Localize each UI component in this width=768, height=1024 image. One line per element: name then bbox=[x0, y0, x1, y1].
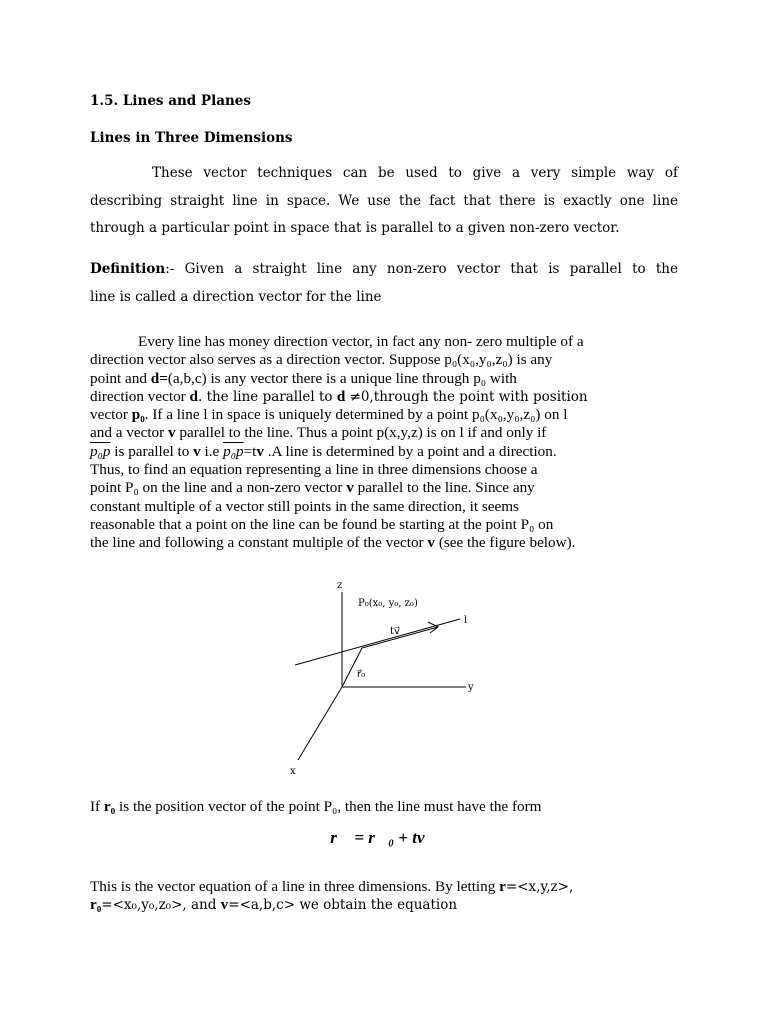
closing-line: This is the vector equation of a line in three dimensions. By letting r=<x,y,z>, bbox=[90, 878, 574, 895]
body-line: direction vector d. the line parallel to d ≠0,through the point with position bbox=[90, 387, 588, 405]
r0-label: r⃗₀ bbox=[357, 669, 366, 680]
body-line: constant multiple of a vector still points in the same direction, it seems bbox=[90, 497, 519, 515]
body-line: point P₀ on the line and a non-zero vector v parallel to the line. Since any bbox=[90, 479, 535, 497]
vector-equation: r⃗ = r⃗₀ + tv⃗ bbox=[330, 828, 438, 847]
body-line: Thus, to find an equation representing a line in three dimensions choose a bbox=[90, 461, 538, 479]
x-axis bbox=[298, 687, 342, 760]
intro-line-1: These vector techniques can be used to give a very simple way of bbox=[152, 165, 678, 181]
closing-line: r₀=<x₀,y₀,z₀>, and v=<a,b,c> we obtain the equation bbox=[90, 896, 458, 914]
z-label: z bbox=[337, 580, 343, 591]
intro-line-3: through a particular point in space that is parallel to a given non-zero vector. bbox=[90, 220, 620, 236]
r0-vector bbox=[342, 648, 362, 687]
tv-vector bbox=[362, 627, 438, 648]
vector-p0p: p₀p bbox=[90, 442, 111, 460]
closing-paragraph bbox=[90, 878, 680, 915]
body-line: the line and following a constant multiple of the vector v (see the figure below). bbox=[90, 534, 576, 552]
x-label: x bbox=[290, 766, 296, 777]
form-sentence: If r₀ is the position vector of the point P₀, then the line must have the form bbox=[90, 798, 542, 815]
definition-line-1: :- Given a straight line any non-zero vector that is parallel to the bbox=[165, 261, 678, 277]
definition-line-2: line is called a direction vector for the line bbox=[90, 288, 382, 305]
body-line: reasonable that a point on the line can be found be starting at the point P₀ on bbox=[90, 515, 554, 533]
definition-label: Definition bbox=[90, 261, 166, 277]
body-line: Every line has money direction vector, in fact any non- zero multiple of a bbox=[138, 333, 584, 350]
section-heading: 1.5. Lines and Planes bbox=[90, 93, 251, 109]
y-label: y bbox=[468, 682, 474, 693]
body-line: direction vector also serves as a direction vector. Suppose p₀(x₀,y₀,z₀) is any bbox=[90, 351, 553, 369]
tv-label: tv⃗ bbox=[390, 626, 400, 637]
body-line: p₀p is parallel to v i.e p₀p=tv .A line is determined by a point and a direction. bbox=[90, 442, 557, 460]
body-line: and a vector v parallel to the line. Thus a point p(x,y,z) is on l if and only if bbox=[90, 424, 547, 442]
p0-label: P₀(x₀, y₀, z₀) bbox=[358, 598, 418, 609]
intro-line-2: describing straight line in space. We use the fact that there is exactly one line bbox=[90, 192, 678, 209]
vector-p0p: p₀p bbox=[223, 442, 244, 460]
body-line: vector p₀. If a line l in space is uniquely determined by a point p₀(x₀,y₀,z₀) on l bbox=[90, 406, 568, 424]
l-label: l bbox=[464, 615, 468, 626]
body-line: point and d=(a,b,c) is any vector there is a unique line through p₀ with bbox=[90, 369, 517, 387]
subheading: Lines in Three Dimensions bbox=[90, 130, 293, 146]
